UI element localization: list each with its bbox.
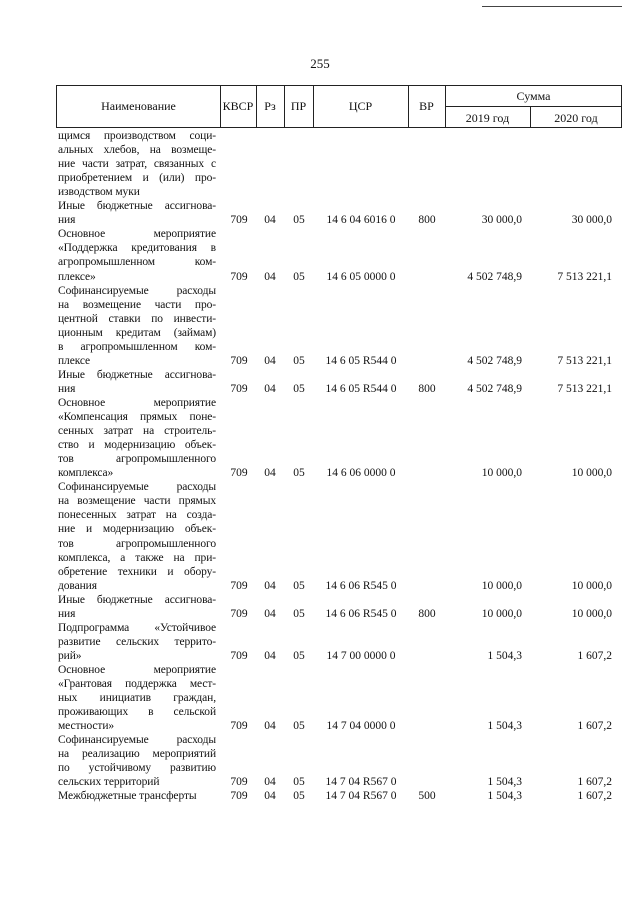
- kvsr-cell: 709: [230, 579, 248, 592]
- sum-split-line: [445, 106, 622, 107]
- row-name-line: рий»: [58, 649, 82, 662]
- row-name-line: плексе: [58, 354, 91, 367]
- kvsr-cell: 709: [230, 214, 248, 227]
- row-name-line: Иные бюджетные ассигнова-: [58, 368, 216, 381]
- vr-cell: 800: [418, 382, 436, 395]
- row-name-line: по устойчивому развитию: [58, 762, 216, 775]
- row-name-line: на возмещение части про-: [58, 298, 216, 311]
- sum-2019-cell: 4 502 748,9: [467, 382, 522, 395]
- row-name-line: центной ставки по инвести-: [58, 312, 216, 325]
- sum-2020-cell: 30 000,0: [571, 214, 612, 227]
- row-name-line: Софинансируемые расходы: [58, 284, 216, 297]
- row-name-line: альных хлебов, на возмеще-: [58, 144, 216, 157]
- sum-2020-cell: 7 513 221,1: [557, 382, 612, 395]
- row-name-line: дования: [58, 579, 97, 592]
- row-name-line: Иные бюджетные ассигнова-: [58, 200, 216, 213]
- row-name-line: Подпрограмма «Устойчивое: [58, 621, 216, 634]
- rz-cell: 04: [264, 720, 276, 733]
- csr-cell: 14 6 06 R545 0: [325, 607, 397, 620]
- sum-2019-cell: 4 502 748,9: [467, 354, 522, 367]
- rz-cell: 04: [264, 790, 276, 803]
- header-rz: Рз: [264, 99, 276, 113]
- row-name-line: ния: [58, 607, 76, 620]
- pr-cell: 05: [293, 354, 305, 367]
- sum-2020-cell: 1 607,2: [577, 776, 612, 789]
- csr-cell: 14 6 05 R544 0: [325, 354, 397, 367]
- rz-cell: 04: [264, 214, 276, 227]
- row-name-line: в агропромышленном ком-: [58, 340, 216, 353]
- row-name-line: сельских территорий: [58, 776, 160, 789]
- csr-cell: 14 7 04 R567 0: [325, 790, 397, 803]
- row-name-line: Основное мероприятие: [58, 228, 216, 241]
- row-name-line: ние части затрат, связанных с: [58, 158, 216, 171]
- sum-2019-cell: 10 000,0: [481, 579, 522, 592]
- pr-cell: 05: [293, 720, 305, 733]
- sum-2019-cell: 1 504,3: [487, 790, 522, 803]
- row-name-line: ционным кредитам (займам): [58, 326, 216, 339]
- header-bottom-border: [56, 127, 622, 128]
- row-name-line: тов агропромышленного: [58, 453, 216, 466]
- row-name-line: развитие сельских террито-: [58, 635, 216, 648]
- csr-cell: 14 6 05 R544 0: [325, 382, 397, 395]
- rz-cell: 04: [264, 579, 276, 592]
- kvsr-cell: 709: [230, 720, 248, 733]
- sum-2019-cell: 1 504,3: [487, 776, 522, 789]
- page-number: 255: [310, 56, 330, 71]
- row-name-line: Основное мероприятие: [58, 396, 216, 409]
- kvsr-cell: 709: [230, 270, 248, 283]
- sum-2020-cell: 10 000,0: [571, 467, 612, 480]
- pr-cell: 05: [293, 382, 305, 395]
- pr-cell: 05: [293, 467, 305, 480]
- header-2020: 2020 год: [554, 111, 598, 125]
- row-name-line: ство и модернизацию объек-: [58, 439, 216, 452]
- header-vr: ВР: [419, 99, 434, 113]
- rz-cell: 04: [264, 467, 276, 480]
- sum-2020-cell: 1 607,2: [577, 720, 612, 733]
- row-name-line: Основное мероприятие: [58, 663, 216, 676]
- csr-cell: 14 6 04 6016 0: [326, 214, 396, 227]
- kvsr-cell: 709: [230, 382, 248, 395]
- sum-2019-cell: 4 502 748,9: [467, 270, 522, 283]
- csr-cell: 14 6 06 0000 0: [326, 467, 396, 480]
- rz-cell: 04: [264, 649, 276, 662]
- sum-2019-cell: 1 504,3: [487, 720, 522, 733]
- row-name-line: ния: [58, 214, 76, 227]
- vr-cell: 800: [418, 214, 436, 227]
- row-name-line: Софинансируемые расходы: [58, 481, 216, 494]
- kvsr-cell: 709: [230, 354, 248, 367]
- row-name-line: плексе»: [58, 270, 96, 283]
- pr-cell: 05: [293, 579, 305, 592]
- row-name-line: «Грантовая поддержка мест-: [58, 678, 216, 690]
- vr-cell: 500: [418, 790, 436, 803]
- rz-cell: 04: [264, 607, 276, 620]
- header-name: Наименование: [101, 99, 176, 113]
- rz-cell: 04: [264, 776, 276, 789]
- rz-cell: 04: [264, 354, 276, 367]
- row-name-line: ние и модернизацию объек-: [58, 523, 216, 536]
- row-name-line: понесенных затрат на созда-: [58, 509, 216, 522]
- sum-2020-cell: 1 607,2: [577, 790, 612, 803]
- row-name-line: «Поддержка кредитования в: [58, 242, 216, 255]
- pr-cell: 05: [293, 214, 305, 227]
- header-2019: 2019 год: [465, 111, 510, 125]
- row-name-line: приобретением и (или) про-: [58, 172, 216, 185]
- csr-cell: 14 7 04 0000 0: [326, 720, 396, 733]
- top-rule: [482, 6, 622, 7]
- sum-2019-cell: 1 504,3: [487, 649, 522, 662]
- sum-2019-cell: 10 000,0: [481, 467, 522, 480]
- sum-2020-cell: 7 513 221,1: [557, 270, 612, 283]
- row-name-line: щимся производством соци-: [58, 130, 216, 142]
- pr-cell: 05: [293, 270, 305, 283]
- header-top-border: [56, 85, 622, 86]
- row-name-line: проживающих в сельской: [58, 706, 216, 719]
- pr-cell: 05: [293, 776, 305, 789]
- row-name-line: Софинансируемые расходы: [58, 734, 216, 747]
- csr-cell: 14 6 05 0000 0: [326, 270, 396, 283]
- rz-cell: 04: [264, 382, 276, 395]
- csr-cell: 14 6 06 R545 0: [325, 579, 397, 592]
- row-name-line: агропромышленном ком-: [58, 256, 216, 269]
- kvsr-cell: 709: [230, 649, 248, 662]
- pr-cell: 05: [293, 607, 305, 620]
- row-name-line: ных инициатив граждан,: [58, 692, 216, 704]
- kvsr-cell: 709: [230, 467, 248, 480]
- row-name-line: Иные бюджетные ассигнова-: [58, 593, 216, 606]
- csr-cell: 14 7 04 R567 0: [325, 776, 397, 789]
- row-name-line: тов агропромышленного: [58, 537, 216, 550]
- row-name-line: на реализацию мероприятий: [58, 748, 216, 761]
- row-name-line: сенных затрат на строитель-: [58, 425, 216, 438]
- header-sum: Сумма: [516, 89, 551, 103]
- pr-cell: 05: [293, 790, 305, 803]
- pr-cell: 05: [293, 649, 305, 662]
- sum-2020-cell: 7 513 221,1: [557, 354, 612, 367]
- sum-2019-cell: 30 000,0: [481, 214, 522, 227]
- row-name-line: ния: [58, 382, 76, 395]
- sum-2020-cell: 10 000,0: [571, 607, 612, 620]
- row-name-line: обретение техники и обору-: [58, 565, 216, 578]
- sum-2020-cell: 1 607,2: [577, 649, 612, 662]
- header-kvsr: КВСР: [222, 99, 254, 113]
- vr-cell: 800: [418, 607, 436, 620]
- row-name-line: местности»: [58, 720, 115, 733]
- row-name-line: комплекса, а также на при-: [58, 551, 216, 564]
- sum-2019-cell: 10 000,0: [481, 607, 522, 620]
- kvsr-cell: 709: [230, 607, 248, 620]
- kvsr-cell: 709: [230, 776, 248, 789]
- row-name-line: «Компенсация прямых поне-: [58, 411, 216, 423]
- header-csr: ЦСР: [348, 99, 373, 113]
- rz-cell: 04: [264, 270, 276, 283]
- csr-cell: 14 7 00 0000 0: [326, 649, 396, 662]
- sum-2020-cell: 10 000,0: [571, 579, 612, 592]
- kvsr-cell: 709: [230, 790, 248, 803]
- header-pr: ПР: [290, 99, 307, 113]
- row-name-line: на возмещение части прямых: [58, 495, 216, 508]
- row-name-line: комплекса»: [58, 467, 114, 480]
- row-name-line: изводством муки: [58, 186, 140, 199]
- row-name-line: Межбюджетные трансферты: [58, 790, 197, 803]
